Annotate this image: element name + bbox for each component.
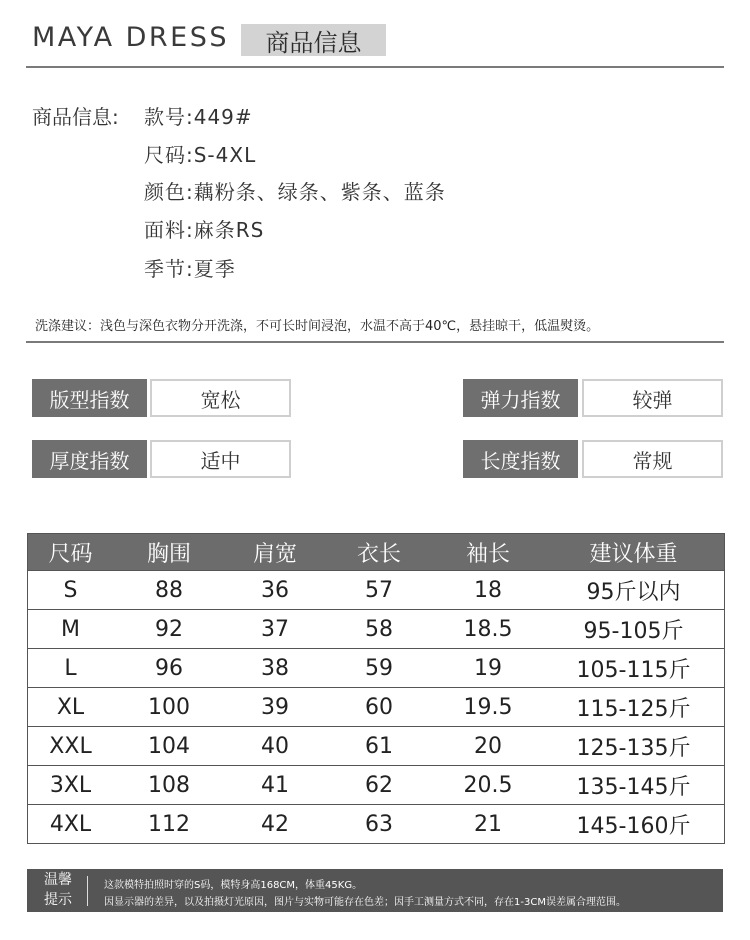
table-row (28, 804, 724, 843)
cell-weight: 95斤以内 (586, 579, 681, 605)
table-row (28, 765, 724, 804)
header-sleeve: 袖长 (465, 541, 510, 567)
cell-length: 62 (365, 772, 393, 798)
cell-bust: 92 (155, 616, 183, 642)
section-title: 商品信息 (241, 24, 386, 56)
fit-index-label: 版型指数 (32, 379, 147, 417)
cell-size: XL (56, 694, 85, 720)
cell-shoulder: 41 (261, 772, 289, 798)
tips-note-disclaimer: 因显示器的差异，以及拍摄灯光原因，图片与实物可能存在色差；因手工测量方式不同，存在1-3CM误差属合理范围。 (104, 897, 626, 908)
cell-bust: 100 (148, 694, 190, 720)
cell-weight: 145-160斤 (576, 813, 691, 839)
cell-length: 60 (365, 694, 393, 720)
info-size-range: 尺码:S-4XL (144, 143, 257, 167)
table-row (28, 687, 724, 726)
thickness-index-label: 厚度指数 (32, 440, 147, 478)
cell-size: S (63, 577, 78, 603)
tips-tag (33, 870, 83, 910)
info-season: 季节:夏季 (144, 257, 236, 281)
info-colors: 颜色:藕粉条、绿条、紫条、蓝条 (144, 180, 446, 204)
cell-bust: 88 (155, 577, 183, 603)
cell-shoulder: 39 (261, 694, 289, 720)
info-label: 商品信息: (32, 105, 119, 129)
cell-bust: 108 (148, 772, 190, 798)
table-header (28, 534, 724, 570)
cell-shoulder: 38 (261, 655, 289, 681)
fit-index-value: 宽松 (150, 379, 291, 417)
cell-shoulder: 42 (261, 811, 289, 837)
cell-weight: 135-145斤 (576, 774, 691, 800)
cell-length: 61 (365, 733, 393, 759)
cell-sleeve: 18.5 (463, 616, 513, 642)
tips-note-model: 这款模特拍照时穿的S码，模特身高168CM，体重45KG。 (104, 880, 363, 891)
cell-weight: 125-135斤 (576, 735, 691, 761)
stretch-index-value: 较弹 (582, 379, 723, 417)
cell-length: 63 (365, 811, 393, 837)
cell-size: XXL (49, 733, 92, 759)
cell-bust: 96 (155, 655, 183, 681)
brand-name: MAYA DRESS (32, 22, 230, 53)
cell-shoulder: 36 (261, 577, 289, 603)
cell-weight: 105-115斤 (576, 657, 691, 683)
cell-sleeve: 20 (474, 733, 502, 759)
cell-weight: 95-105斤 (583, 618, 684, 644)
cell-sleeve: 21 (474, 811, 502, 837)
cell-size: M (61, 616, 80, 642)
table-row (28, 648, 724, 687)
header-divider (26, 66, 724, 68)
info-style-number: 款号:449# (144, 105, 253, 129)
info-divider (26, 341, 724, 343)
cell-length: 57 (365, 577, 393, 603)
cell-sleeve: 20.5 (463, 772, 513, 798)
cell-bust: 112 (148, 811, 190, 837)
cell-sleeve: 18 (474, 577, 502, 603)
cell-size: 3XL (49, 772, 92, 798)
cell-shoulder: 40 (261, 733, 289, 759)
table-row (28, 570, 724, 609)
washing-advice: 洗涤建议：浅色与深色衣物分开洗涤，不可长时间浸泡，水温不高于40℃，悬挂晾干，低温熨烫。 (35, 319, 600, 334)
cell-length: 59 (365, 655, 393, 681)
length-index-label: 长度指数 (463, 440, 578, 478)
cell-size: L (64, 655, 77, 681)
cell-bust: 104 (148, 733, 190, 759)
length-index-value: 常规 (582, 440, 723, 478)
table-row (28, 726, 724, 765)
cell-sleeve: 19.5 (463, 694, 513, 720)
tips-separator (87, 876, 88, 906)
header-bust: 胸围 (146, 541, 191, 567)
header-length: 衣长 (356, 541, 401, 567)
cell-weight: 115-125斤 (576, 696, 691, 722)
cell-size: 4XL (49, 811, 92, 837)
thickness-index-value: 适中 (150, 440, 291, 478)
header-weight: 建议体重 (589, 541, 678, 567)
table-row (28, 609, 724, 648)
cell-length: 58 (365, 616, 393, 642)
header-size: 尺码 (48, 541, 93, 567)
header-shoulder: 肩宽 (252, 541, 297, 567)
tips-tag-line1: 温馨 (44, 872, 72, 888)
size-table (27, 533, 725, 844)
cell-sleeve: 19 (474, 655, 502, 681)
info-fabric: 面料:麻条RS (144, 218, 265, 242)
cell-shoulder: 37 (261, 616, 289, 642)
tips-tag-line2: 提示 (44, 892, 72, 908)
stretch-index-label: 弹力指数 (463, 379, 578, 417)
